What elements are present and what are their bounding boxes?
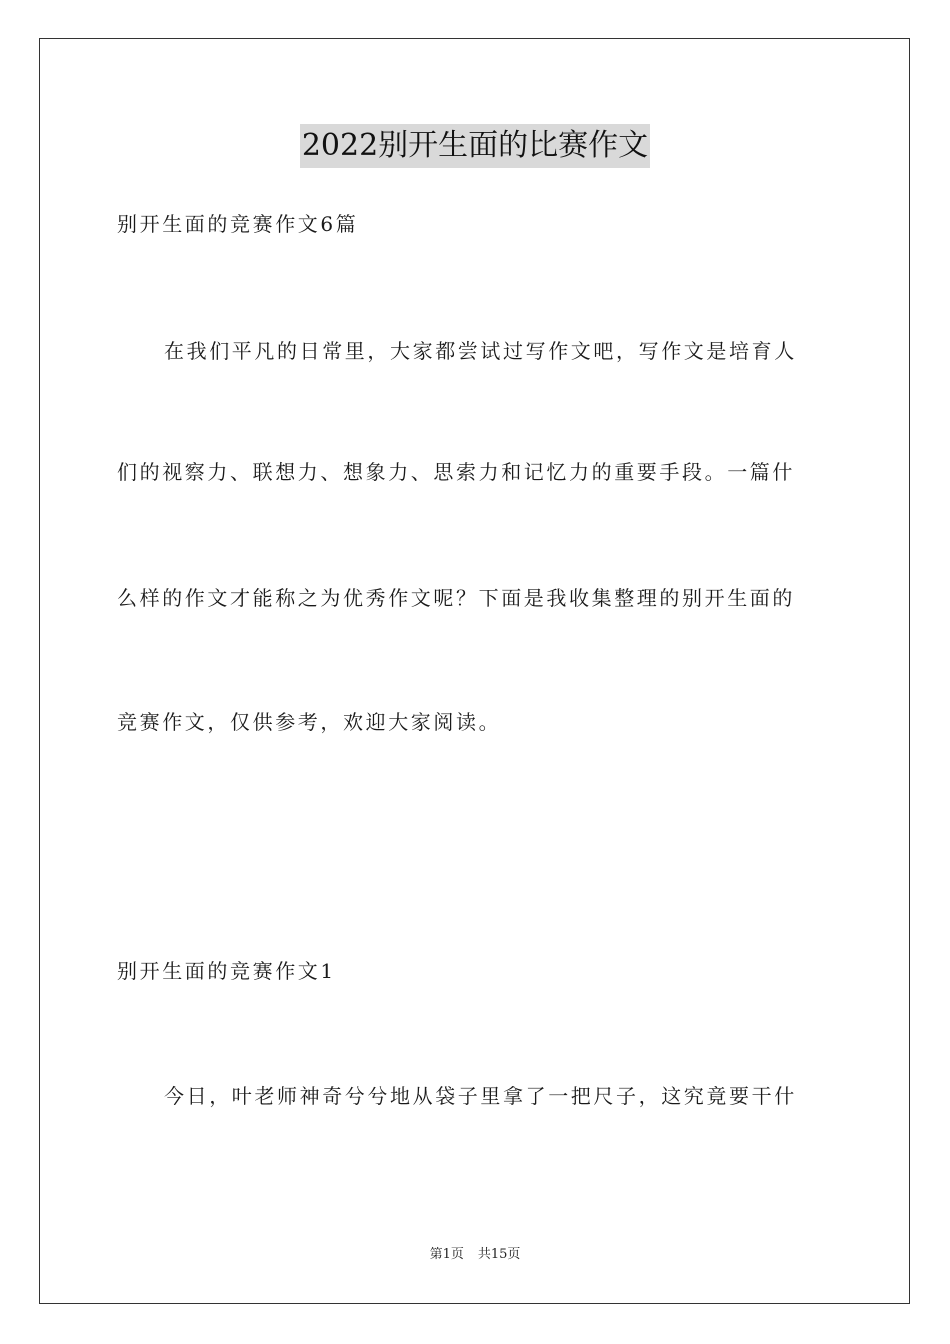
- paragraph-line: 么样的作文才能称之为优秀作文呢？下面是我收集整理的别开生面的: [117, 586, 795, 610]
- title-container: [0, 124, 950, 168]
- document-title: 2022别开生面的比赛作文: [300, 124, 650, 168]
- page-total: 共15页: [477, 1247, 521, 1262]
- section-heading: 别开生面的竞赛作文1: [117, 959, 336, 983]
- page-footer: [0, 1246, 950, 1264]
- paragraph-line: 在我们平凡的日常里，大家都尝试过写作文吧，写作文是培育人: [164, 339, 797, 363]
- subtitle-line: 别开生面的竞赛作文6篇: [117, 212, 359, 236]
- paragraph-line: 们的视察力、联想力、想象力、思索力和记忆力的重要手段。一篇什: [117, 460, 795, 484]
- page-number: 第1页: [429, 1247, 464, 1262]
- paragraph-line: 今日，叶老师神奇兮兮地从袋子里拿了一把尺子，这究竟要干什: [164, 1084, 797, 1108]
- paragraph-line: 竞赛作文，仅供参考，欢迎大家阅读。: [117, 710, 502, 734]
